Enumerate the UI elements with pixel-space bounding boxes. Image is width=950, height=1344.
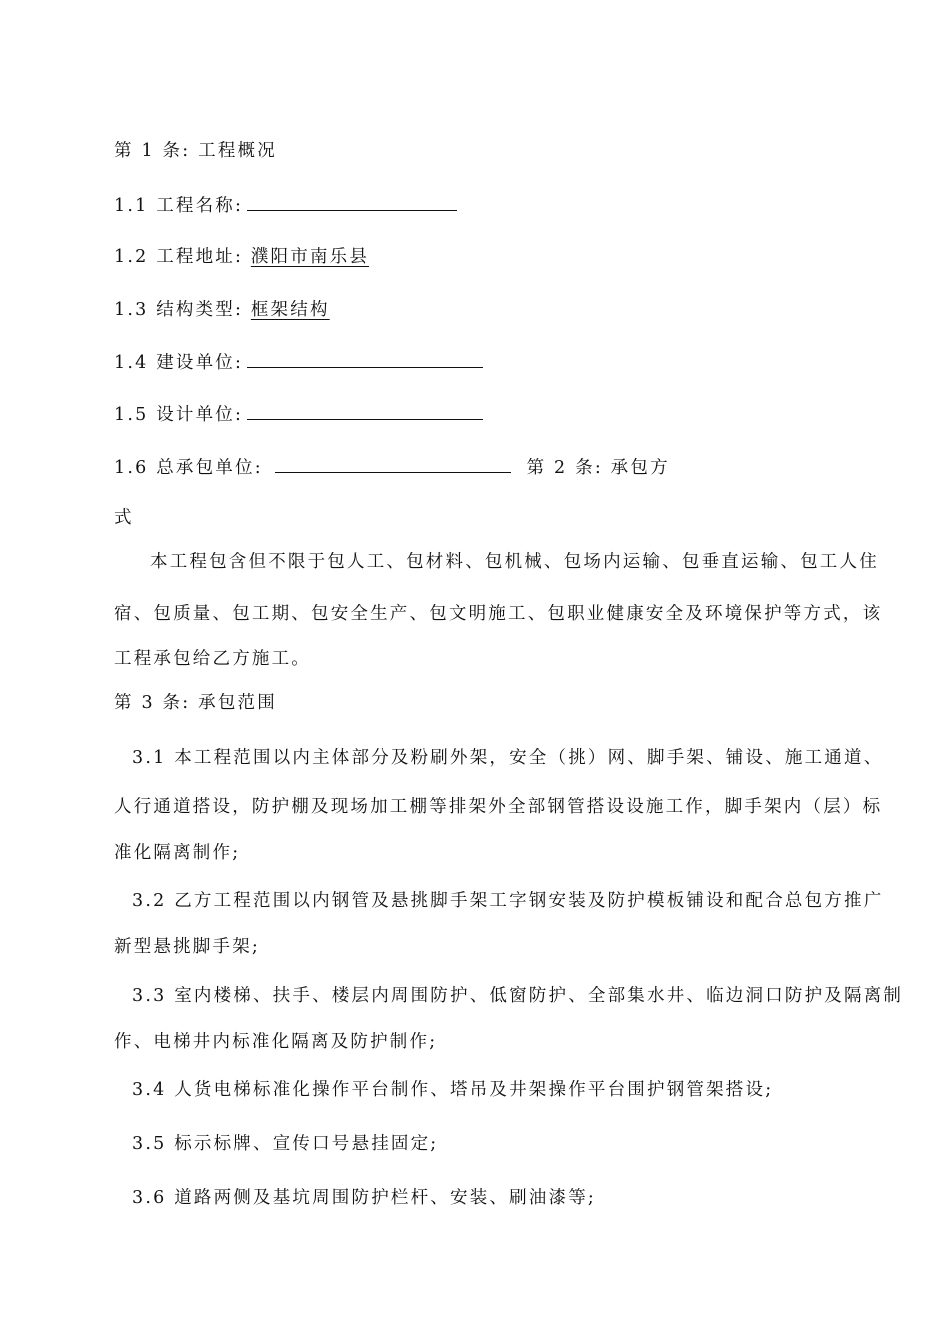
- section2-heading-cont: 式: [114, 508, 134, 528]
- field-label: 1.5 设计单位:: [114, 405, 244, 425]
- blank-line[interactable]: [247, 403, 483, 420]
- field-label: 1.6 总承包单位:: [114, 458, 263, 478]
- section1-heading: 第 1 条: 工程概况: [114, 141, 277, 161]
- field-label: 1.1 工程名称:: [114, 196, 244, 216]
- paragraph-line: 工程承包给乙方施工。: [114, 649, 311, 669]
- field-general-contractor: [114, 456, 950, 479]
- section3-heading: 第 3 条: 承包范围: [114, 693, 277, 713]
- field-label: 1.4 建设单位:: [114, 353, 244, 373]
- scope-item-3-5: 3.5 标示标牌、宣传口号悬挂固定;: [132, 1134, 439, 1154]
- scope-item-3-1-cont: 人行通道搭设，防护棚及现场加工棚等排架外全部钢管搭设设施工作，脚手架内（层）标: [114, 797, 883, 817]
- section2-heading: 第 2 条: 承包方: [526, 458, 670, 478]
- field-project-address: [114, 246, 950, 268]
- blank-line[interactable]: [275, 456, 511, 473]
- field-value: 濮阳市南乐县: [250, 247, 370, 267]
- scope-item-3-2-cont: 新型悬挑脚手架;: [114, 937, 260, 957]
- field-project-name: [114, 194, 950, 217]
- field-label: 1.2 工程地址:: [114, 247, 244, 267]
- field-structure-type: [114, 299, 950, 321]
- blank-line[interactable]: [247, 194, 457, 211]
- scope-item-3-2: 3.2 乙方工程范围以内钢管及悬挑脚手架工字钢安装及防护模板铺设和配合总包方推广: [132, 891, 884, 911]
- field-designer: [114, 403, 950, 426]
- field-owner: [114, 351, 950, 374]
- field-label: 1.3 结构类型:: [114, 300, 244, 320]
- paragraph-line: 宿、包质量、包工期、包安全生产、包文明施工、包职业健康安全及环境保护等方式，该: [114, 604, 883, 624]
- blank-line[interactable]: [247, 351, 483, 368]
- scope-item-3-1: 3.1 本工程范围以内主体部分及粉刷外架，安全（挑）网、脚手架、铺设、施工通道、: [132, 748, 884, 768]
- scope-item-3-1-cont: 准化隔离制作;: [114, 843, 241, 863]
- scope-item-3-3: 3.3 室内楼梯、扶手、楼层内周围防护、低窗防护、全部集水井、临边洞口防护及隔离制: [132, 986, 904, 1006]
- scope-item-3-6: 3.6 道路两侧及基坑周围防护栏杆、安装、刷油漆等;: [132, 1188, 596, 1208]
- field-value: 框架结构: [250, 300, 330, 320]
- paragraph-line: 本工程包含但不限于包人工、包材料、包机械、包场内运输、包垂直运输、包工人住: [150, 552, 879, 572]
- scope-item-3-4: 3.4 人货电梯标准化操作平台制作、塔吊及井架操作平台围护钢管架搭设;: [132, 1080, 774, 1100]
- scope-item-3-3-cont: 作、电梯井内标准化隔离及防护制作;: [114, 1032, 438, 1052]
